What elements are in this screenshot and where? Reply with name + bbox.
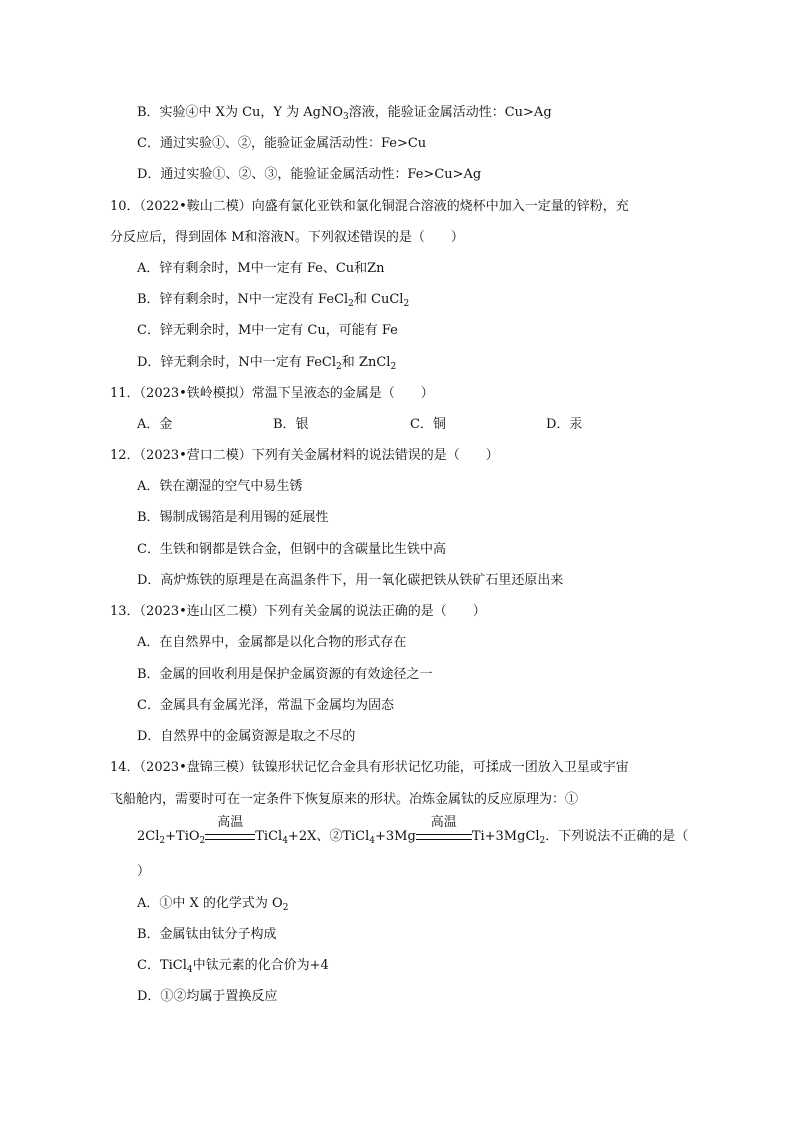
q10-option-a: A．锌有剩余时，M中一定有 Fe、Cu和Zn	[137, 261, 385, 276]
q13-option-c: C．金属具有金属光泽，常温下金属均为固态	[137, 698, 394, 713]
q12-option-b: B．锡制成锡箔是利用锡的延展性	[137, 510, 329, 525]
q11-option-c: C．铜	[410, 417, 446, 432]
q9-option-d: D．通过实验①、②、③，能验证金属活动性：Fe>Cu>Ag	[137, 167, 482, 182]
q9-option-b: B．实验④中 X为 Cu，Y 为 AgNO$_3$溶液，能验证金属活动性：Cu>Ag	[137, 105, 552, 122]
reaction-condition-2: 高温	[416, 829, 472, 845]
q14-stem-line3: ）	[137, 864, 151, 879]
q13-option-a: A．在自然界中，金属都是以化合物的形式存在	[137, 635, 407, 650]
q11-option-b: B．银	[273, 417, 309, 432]
q14-stem-line2: 飞船舱内，需要时可在一定条件下恢复原来的形状。冶炼金属钛的反应原理为：①	[110, 792, 579, 807]
q14-stem-line1: 14．（2023•盘锦三模）钛镍形状记忆合金具有形状记忆功能，可揉成一团放入卫星或宇宙	[110, 760, 629, 775]
q14-option-b: B．金属钛由钛分子构成	[137, 927, 277, 942]
q10-stem-line2: 分反应后，得到固体 M和溶液N。下列叙述错误的是（ ）	[110, 230, 464, 245]
q11-option-a: A．金	[137, 417, 173, 432]
q10-option-d: D．锌无剩余时，N中一定有 FeCl$_2$和 ZnCl$_2$	[137, 355, 397, 372]
q12-stem: 12．（2023•营口二模）下列有关金属材料的说法错误的是（ ）	[110, 448, 499, 463]
q14-option-d: D．①②均属于置换反应	[137, 989, 278, 1004]
q10-option-b: B．锌有剩余时，N中一定没有 FeCl$_2$和 CuCl$_2$	[137, 292, 410, 309]
q11-stem: 11．（2023•铁岭模拟）常温下呈液态的金属是（ ）	[110, 386, 434, 401]
q9-option-c: C．通过实验①、②，能验证金属活动性：Fe>Cu	[137, 136, 427, 151]
q13-stem: 13．（2023•连山区二模）下列有关金属的说法正确的是（ ）	[110, 604, 486, 619]
q10-stem-line1: 10．（2022•鞍山二模）向盛有氯化亚铁和氯化铜混合溶液的烧杯中加入一定量的锌粉，充	[110, 199, 629, 214]
q10-option-c: C．锌无剩余时，M中一定有 Cu，可能有 Fe	[137, 323, 398, 338]
q14-option-a: A．①中 X 的化学式为 $O_2$	[137, 896, 289, 913]
q13-option-b: B．金属的回收利用是保护金属资源的有效途径之一	[137, 667, 433, 682]
reaction-condition-1: 高温	[205, 829, 255, 845]
q11-options	[0, 417, 794, 433]
q12-option-c: C．生铁和钢都是铁合金，但钢中的含碳量比生铁中高	[137, 542, 446, 557]
q14-equation-line: $2Cl_2+TiO_2$ 高温 TiCl$_4$+2X、②TiCl$_4$+3Mg 高温 Ti+3MgCl$_2$．下列说法不正确的是（	[137, 815, 689, 846]
q12-option-d: D．高炉炼铁的原理是在高温条件下，用一氧化碳把铁从铁矿石里还原出来	[137, 573, 564, 588]
q13-option-d: D．自然界中的金属资源是取之不尽的	[137, 729, 356, 744]
q14-option-c: C．TiCl$_4$中钛元素的化合价为+4	[137, 958, 329, 975]
q11-option-d: D．汞	[546, 417, 583, 432]
q12-option-a: A．铁在潮湿的空气中易生锈	[137, 479, 303, 494]
